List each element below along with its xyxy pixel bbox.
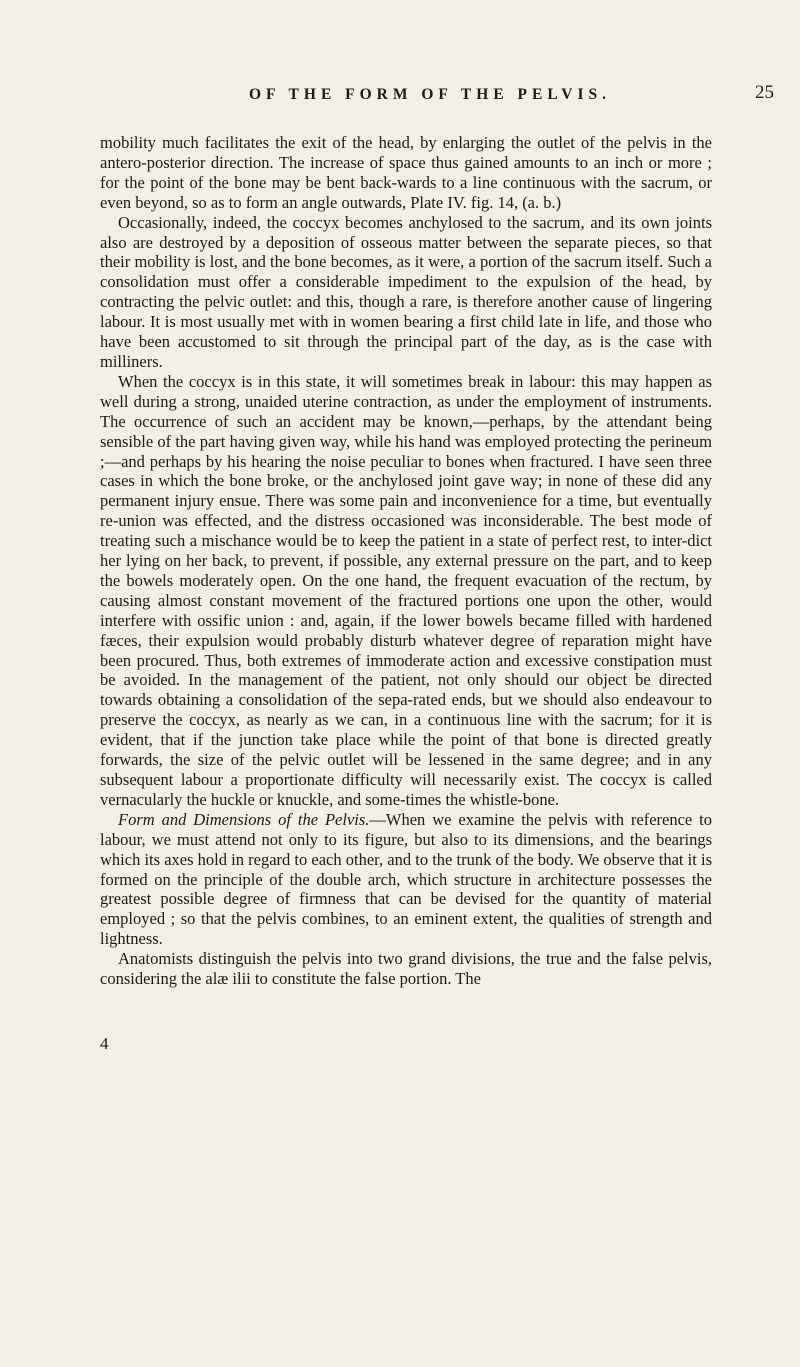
paragraph: mobility much facilitates the exit of the head, by enlarging the outlet of the pelvis in the antero-posterior direction. The increase of space thus gained amounts to an inch or more ; for the point of the bone may be bent back-wards to a line continuous with the sacrum, or even beyond, so as to form an angle outwards, Plate IV. fig. 14, (a. b.) [100, 133, 712, 212]
paragraph [100, 810, 712, 949]
paragraph: Occasionally, indeed, the coccyx becomes anchylosed to the sacrum, and its own joints also are destroyed by a deposition of osseous matter between the separate pieces, so that their mobility is lost, and the bone becomes, as it were, a portion of the sacrum itself. Such a consolidation must offer a considerable impediment to the expulsion of the head, by contracting the pelvic outlet: and this, though a rare, is therefore another cause of lingering labour. It is most usually met with in women bearing a first child late in life, and those who have been accustomed to sit through the principal part of the day, as is the case with milliners. [100, 212, 712, 371]
running-header: OF THE FORM OF THE PELVIS. [249, 86, 611, 103]
page-number: 25 [755, 82, 774, 103]
paragraph: Anatomists distinguish the pelvis into two grand divisions, the true and the false pelvis, considering the alæ ilii to constitute the false portion. The [100, 949, 712, 989]
section-heading: Form and Dimensions of the Pelvis. [118, 809, 370, 829]
signature-mark: 4 [100, 1034, 109, 1053]
body-text [100, 133, 712, 989]
paragraph: When the coccyx is in this state, it will sometimes break in labour: this may happen as well during a strong, unaided uterine contraction, as under the employment of instruments. The occurrence of such an accident may be known,—perhaps, by the attendant being sensible of the part having given way, while his hand was employed protecting the perineum ;—and perhaps by his hearing the noise peculiar to bones when fractured. I have seen three cases in which the bone broke, or the anchylosed joint gave way; in none of these did any permanent injury ensue. There was some pain and inconvenience for a time, but eventually re-union was effected, and the distress occasioned was inconsiderable. The best mode of treating such a mischance would be to keep the patient in a state of perfect rest, to inter-dict her lying on her back, to prevent, if possible, any external pressure on the part, and to keep the bowels moderately open. On the one hand, the frequent evacuation of the rectum, by causing almost constant movement of the fractured portions one upon the other, would interfere with ossific union : and, again, if the lower bowels became filled with hardened fæces, their expulsion would probably disturb whatever degree of reparation might have been procured. Thus, both extremes of immoderate action and excessive constipation must be avoided. In the management of the patient, not only should our object be directed towards obtaining a consolidation of the sepa-rated ends, but we should also endeavour to preserve the coccyx, as nearly as we can, in a continuous line with the sacrum; for it is evident, that if the junction take place while the point of that bone is directed greatly forwards, the size of the pelvic outlet will be lessened in the same degree; and in any subsequent labour a proportionate difficulty will necessarily exist. The coccyx is called vernacularly the huckle or knuckle, and some-times the whistle-bone. [100, 371, 712, 809]
paragraph-text: —When we examine the pelvis with reference to labour, we must attend not only to its figure, but also to its dimensions, and the bearings which its axes hold in regard to each other, and to the trunk of the body. We observe that it is formed on the principle of the double arch, which structure in architecture possesses the greatest possible degree of firmness that can be devised for the quantity of material employed ; so that the pelvis combines, to an eminent extent, the qualities of strength and lightness. [100, 809, 713, 949]
